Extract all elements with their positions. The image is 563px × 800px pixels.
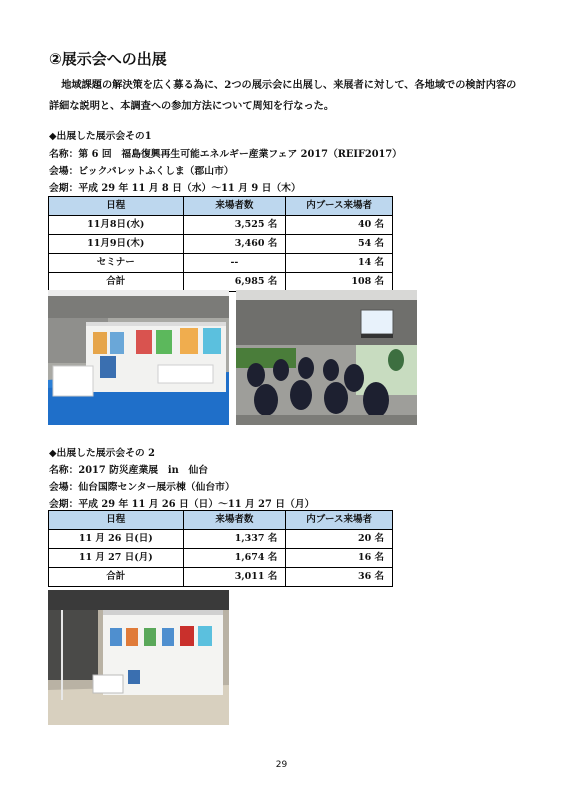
cell-date: 11月8日(水) <box>49 216 184 235</box>
header-visitors: 来場者数 <box>183 197 286 216</box>
exhibit2-table <box>48 510 393 587</box>
exhibit2-title: ◆出展した展示会その 2 <box>49 448 155 459</box>
cell-visitors: 3,525 名 <box>183 216 286 235</box>
cell-booth-visitors: 36 名 <box>286 568 393 587</box>
cell-visitors: 1,337 名 <box>183 530 286 549</box>
exhibit1-venue: 会場：ビックパレットふくしま（郡山市） <box>49 166 234 177</box>
cell-visitors: 6,985 名 <box>183 273 286 292</box>
cell-visitors: 1,674 名 <box>183 549 286 568</box>
header-booth-visitors: 内ブース来場者 <box>286 511 393 530</box>
cell-visitors: -- <box>183 254 286 273</box>
cell-visitors: 3,460 名 <box>183 235 286 254</box>
table-row <box>49 216 393 235</box>
cell-booth-visitors: 54 名 <box>286 235 393 254</box>
cell-date: 11 月 27 日(月) <box>49 549 184 568</box>
exhibit2-venue: 会場：仙台国際センター展示棟（仙台市） <box>49 482 235 493</box>
exhibit1-title: ◆出展した展示会その1 <box>49 131 152 142</box>
exhibit2-period: 会期：平成 29 年 11 月 26 日（日）～11 月 27 日（月） <box>49 499 315 510</box>
booth-photo-1 <box>48 290 229 425</box>
seminar-photo-image <box>236 290 417 425</box>
table-header-row <box>49 511 393 530</box>
header-booth-visitors: 内ブース来場者 <box>286 197 393 216</box>
cell-date: 合計 <box>49 273 184 292</box>
booth-photo-1-image <box>48 290 229 425</box>
seminar-photo <box>236 290 417 425</box>
exhibit1-period: 会期：平成 29 年 11 月 8 日（水）～11 月 9 日（木） <box>49 183 301 194</box>
cell-date: 11月9日(木) <box>49 235 184 254</box>
table-row <box>49 235 393 254</box>
exhibit1-table <box>48 196 393 292</box>
cell-booth-visitors: 108 名 <box>286 273 393 292</box>
cell-booth-visitors: 20 名 <box>286 530 393 549</box>
cell-booth-visitors: 16 名 <box>286 549 393 568</box>
intro-paragraph: 地域課題の解決策を広く募る為に、2つの展示会に出展し、来展者に対して、各地域での検討内容の詳細な説明と、本調査への参加方法について周知を行なった。 <box>49 79 517 112</box>
header-date: 日程 <box>49 511 184 530</box>
section-heading: ②展示会への出展 <box>49 50 167 68</box>
table-row <box>49 273 393 292</box>
cell-date: 11 月 26 日(日) <box>49 530 184 549</box>
exhibit1-name: 名称：第 6 回 福島復興再生可能エネルギー産業フェア 2017（REIF2017） <box>49 149 402 160</box>
cell-booth-visitors: 40 名 <box>286 216 393 235</box>
exhibit2-name: 名称：2017 防災産業展 in 仙台 <box>49 465 209 476</box>
cell-date: セミナー <box>49 254 184 273</box>
table-row <box>49 254 393 273</box>
page-number: 29 <box>275 760 288 770</box>
booth-photo-2-image <box>48 590 229 725</box>
table-row <box>49 530 393 549</box>
header-visitors: 来場者数 <box>183 511 286 530</box>
cell-visitors: 3,011 名 <box>183 568 286 587</box>
booth-photo-2 <box>48 590 229 725</box>
table-row <box>49 568 393 587</box>
table-row <box>49 549 393 568</box>
header-date: 日程 <box>49 197 184 216</box>
table-header-row <box>49 197 393 216</box>
cell-date: 合計 <box>49 568 184 587</box>
cell-booth-visitors: 14 名 <box>286 254 393 273</box>
